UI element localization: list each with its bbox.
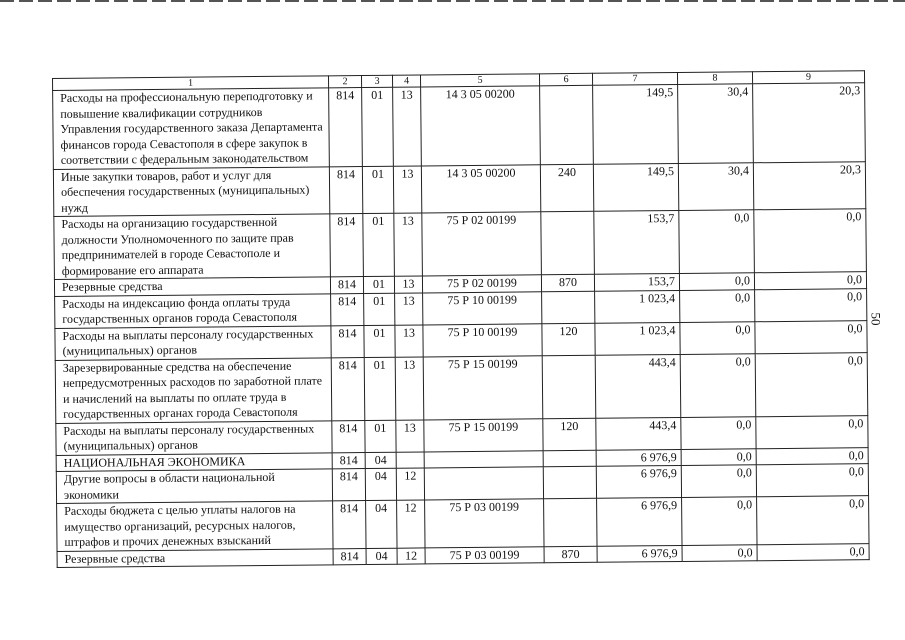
cell-amount-2: 0,0 — [680, 321, 755, 354]
cell-amount-2: 0,0 — [680, 289, 755, 322]
cell-target-article: 14 3 05 00200 — [421, 86, 541, 166]
table-body — [53, 71, 870, 568]
cell-name: Другие вопросы в области национальной экономики — [56, 469, 332, 504]
cell-amount-2: 0,0 — [680, 353, 756, 417]
cell-section: 01 — [362, 87, 394, 166]
header-cell: 4 — [392, 75, 420, 87]
cell-amount-2: 0,0 — [681, 448, 756, 465]
cell-expense-type — [542, 291, 595, 324]
cell-name: НАЦИОНАЛЬНАЯ ЭКОНОМИКА — [56, 452, 332, 471]
cell-name: Расходы бюджета с целью уплаты налогов на имущество организаций, ресурсных налогов, штрафов и прочих денежных взысканий — [57, 501, 333, 551]
cell-target-article: 75 Р 02 00199 — [422, 275, 541, 293]
cell-section: 04 — [366, 500, 397, 548]
cell-subsection: 13 — [395, 292, 423, 324]
cell-ministry-code: 814 — [329, 88, 363, 167]
table-row — [54, 209, 867, 280]
table-row — [53, 161, 865, 216]
cell-amount-3: 0,0 — [755, 352, 868, 416]
page-number: 50 — [868, 312, 884, 326]
cell-ministry-code: 814 — [330, 277, 363, 294]
cell-name: Зарезервированные средства на обеспечение непредусмотренных расходов по заработной плате и начислений на выплаты по оплате труда в государственных органах города Севастополя — [55, 357, 332, 423]
cell-amount-1: 149,5 — [593, 163, 678, 211]
cell-name: Расходы на профессиональную переподготовку и повышение квалификации сотрудников Управления государственного заказа Департамента финансов города Севастополя в сфере закупок в соответствии с федеральным законодательством — [53, 88, 330, 169]
table-row — [57, 496, 869, 551]
cell-amount-1: 443,4 — [595, 354, 681, 418]
cell-ministry-code: 814 — [329, 166, 362, 214]
cell-expense-type: 870 — [541, 274, 594, 291]
cell-amount-3: 0,0 — [756, 464, 868, 497]
cell-amount-1: 6 976,9 — [596, 465, 681, 498]
cell-ministry-code: 814 — [331, 357, 365, 420]
header-cell: 6 — [539, 73, 592, 86]
cell-section: 04 — [365, 452, 396, 469]
cell-expense-type: 120 — [543, 418, 596, 451]
cell-ministry-code: 814 — [333, 548, 366, 565]
cell-target-article: 75 Р 03 00199 — [425, 546, 544, 564]
cell-section: 04 — [365, 468, 396, 500]
cell-amount-2: 0,0 — [681, 465, 756, 498]
cell-amount-1: 6 976,9 — [597, 545, 682, 562]
cell-ministry-code: 814 — [332, 420, 365, 452]
cell-amount-3: 0,0 — [754, 272, 866, 290]
cell-name: Резервные средства — [54, 277, 330, 296]
cell-expense-type — [540, 85, 594, 164]
table-row — [53, 83, 866, 169]
cell-subsection: 13 — [396, 419, 424, 451]
header-cell: 5 — [420, 74, 539, 87]
cell-section: 01 — [363, 276, 394, 293]
cell-target-article: 75 Р 10 00199 — [423, 323, 542, 356]
cell-target-article: 75 Р 03 00199 — [425, 499, 544, 548]
cell-expense-type: 240 — [540, 164, 593, 212]
cell-target-article — [424, 450, 543, 468]
cell-amount-1: 1 023,4 — [595, 290, 680, 323]
header-cell: 3 — [361, 75, 392, 87]
header-cell: 7 — [592, 72, 677, 85]
cell-section: 01 — [364, 357, 396, 420]
cell-amount-1: 1 023,4 — [595, 322, 680, 355]
cell-section: 04 — [366, 548, 397, 565]
cell-expense-type — [543, 450, 596, 467]
cell-name: Расходы на выплаты персоналу государственных (муниципальных) органов — [56, 420, 332, 455]
cell-section: 01 — [364, 293, 395, 325]
budget-table-wrapper — [52, 70, 869, 568]
cell-name: Расходы на индексацию фонда оплаты труда государственных органов города Севастополя — [55, 293, 331, 328]
cell-expense-type — [544, 498, 597, 546]
cell-name: Расходы на выплаты персоналу государственных (муниципальных) органов — [55, 325, 331, 360]
cell-target-article — [424, 467, 543, 500]
cell-subsection: 13 — [395, 356, 424, 419]
cell-expense-type: 870 — [544, 546, 597, 563]
cell-amount-2: 0,0 — [682, 497, 757, 545]
cell-amount-2: 0,0 — [679, 273, 754, 290]
cell-amount-1: 149,5 — [593, 84, 679, 163]
cell-amount-3: 0,0 — [756, 447, 868, 465]
cell-target-article: 14 3 05 00200 — [421, 164, 540, 213]
header-cell: 1 — [53, 76, 329, 91]
budget-table — [52, 70, 870, 568]
cell-amount-3: 0,0 — [754, 209, 867, 273]
cell-amount-3: 0,0 — [756, 415, 868, 448]
cell-expense-type — [541, 211, 595, 275]
cell-section: 01 — [365, 420, 396, 452]
cell-amount-3: 20,3 — [753, 83, 866, 163]
cell-subsection: 13 — [394, 276, 422, 293]
cell-subsection: 13 — [394, 213, 423, 276]
cell-amount-3: 0,0 — [755, 320, 867, 353]
cell-amount-1: 153,7 — [594, 273, 679, 290]
cell-amount-2: 30,4 — [678, 162, 753, 210]
header-cell: 9 — [752, 71, 864, 84]
cell-amount-3: 0,0 — [755, 288, 867, 321]
cell-subsection: 13 — [393, 87, 422, 166]
cell-subsection — [396, 451, 424, 468]
cell-ministry-code: 814 — [332, 469, 365, 501]
cell-subsection: 13 — [393, 165, 421, 213]
cell-amount-1: 443,4 — [596, 417, 681, 450]
cell-subsection: 13 — [395, 324, 423, 356]
cell-amount-3: 0,0 — [757, 543, 869, 561]
cell-target-article: 75 Р 15 00199 — [423, 355, 543, 419]
cell-name: Расходы на организацию государственной должности Уполномоченного по защите прав предпринимателей в городе Севастополе и формирование его аппарата — [54, 214, 331, 280]
header-cell: 8 — [677, 72, 752, 85]
cell-section: 01 — [362, 166, 393, 214]
cell-section: 01 — [364, 325, 395, 357]
cell-amount-1: 6 976,9 — [596, 449, 681, 466]
cell-expense-type: 120 — [542, 323, 595, 356]
cell-amount-1: 6 976,9 — [597, 497, 682, 545]
cell-expense-type — [542, 355, 596, 419]
cell-name: Иные закупки товаров, работ и услуг для обеспечения государственных (муниципальных) нужд — [53, 166, 329, 216]
cell-subsection: 12 — [396, 468, 424, 500]
cell-target-article: 75 Р 15 00199 — [424, 418, 543, 451]
cell-amount-2: 0,0 — [679, 210, 755, 274]
cell-target-article: 75 Р 02 00199 — [422, 212, 542, 276]
cell-subsection: 12 — [397, 547, 425, 564]
cell-ministry-code: 814 — [331, 293, 364, 325]
cell-amount-2: 0,0 — [682, 544, 757, 561]
scan-edge — [0, 0, 905, 2]
header-cell: 2 — [328, 76, 361, 88]
cell-ministry-code: 814 — [332, 452, 365, 469]
cell-amount-3: 0,0 — [757, 496, 869, 545]
table-row — [55, 352, 868, 423]
cell-expense-type — [543, 466, 596, 499]
cell-target-article: 75 Р 10 00199 — [423, 291, 542, 324]
cell-amount-1: 153,7 — [594, 210, 680, 274]
cell-amount-2: 0,0 — [681, 416, 756, 449]
cell-subsection: 12 — [397, 500, 425, 548]
cell-section: 01 — [363, 213, 395, 276]
cell-name: Резервные средства — [57, 548, 333, 567]
cell-ministry-code: 814 — [333, 501, 366, 549]
cell-ministry-code: 814 — [330, 214, 364, 277]
cell-ministry-code: 814 — [331, 325, 364, 357]
cell-amount-2: 30,4 — [678, 84, 754, 163]
cell-amount-3: 20,3 — [753, 161, 865, 210]
